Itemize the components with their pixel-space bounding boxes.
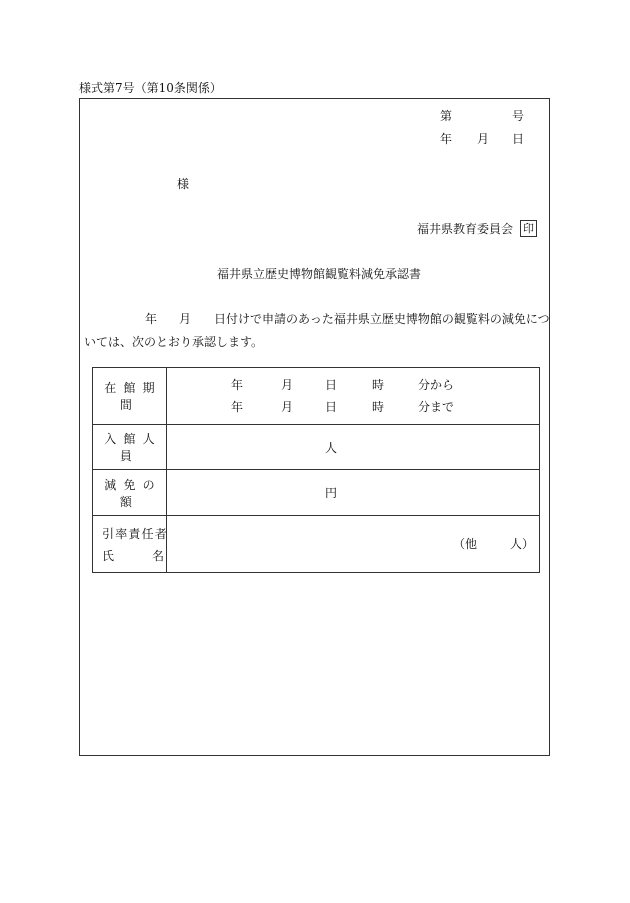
body-text: 日付けで申請のあった福井県立歴史博物館の観覧料の減免につ [214, 312, 550, 326]
recipient-honorific: 様 [177, 177, 190, 191]
body-month: 月 [179, 312, 192, 326]
period-label-cell [93, 368, 167, 425]
table-row-amount [93, 470, 540, 516]
amount-value-cell[interactable] [167, 470, 540, 516]
form-number-label: 様式第7号（第10条関係） [79, 81, 222, 95]
approval-details-table [92, 367, 540, 573]
table-row-period [93, 368, 540, 425]
leader-label [93, 516, 167, 572]
amount-unit: 円 [325, 486, 338, 500]
period-to-minute: 分まで [418, 400, 455, 414]
official-seal-mark: 印 [520, 220, 537, 237]
period-to-year: 年 [231, 400, 244, 414]
visitors-value-cell[interactable] [167, 425, 540, 470]
period-from-year: 年 [231, 378, 244, 392]
amount-label: 減免の額 [104, 477, 162, 509]
leader-others-open: （他 [453, 537, 478, 551]
leader-label-line2-first: 氏 [102, 549, 115, 563]
period-to-month: 月 [281, 400, 294, 414]
document-title: 福井県立歴史博物館観覧料減免承認書 [217, 267, 422, 281]
table-row-visitors [93, 425, 540, 470]
period-to-hour: 時 [372, 400, 385, 414]
leader-others-unit: 人） [510, 537, 535, 551]
period-from-hour: 時 [372, 378, 385, 392]
visitors-label-cell [93, 425, 167, 470]
amount-label-cell [93, 470, 167, 516]
date-year: 年 [440, 132, 453, 146]
date-month: 月 [477, 132, 490, 146]
leader-value-cell[interactable] [167, 516, 540, 573]
body-year: 年 [145, 312, 158, 326]
leader-label-cell [93, 516, 167, 573]
period-from-month: 月 [281, 378, 294, 392]
visitors-label: 入館人員 [104, 432, 162, 463]
period-from-minute: 分から [418, 378, 455, 392]
doc-number-suffix: 号 [512, 109, 525, 123]
table-row-leader [93, 516, 540, 573]
date-day: 日 [512, 132, 525, 146]
visitors-unit: 人 [325, 441, 338, 455]
leader-label-line1: 引率責任者 [102, 527, 169, 541]
period-value-cell[interactable] [167, 368, 540, 425]
leader-label-line2-last: 名 [152, 549, 165, 563]
body-text-line-2: いては、次のとおり承認します。 [84, 335, 264, 349]
doc-number-prefix: 第 [440, 109, 453, 123]
period-label: 在館期間 [104, 381, 162, 412]
issuer-name: 福井県教育委員会 [417, 222, 514, 236]
period-from-day: 日 [325, 378, 338, 392]
period-to-day: 日 [325, 400, 338, 414]
